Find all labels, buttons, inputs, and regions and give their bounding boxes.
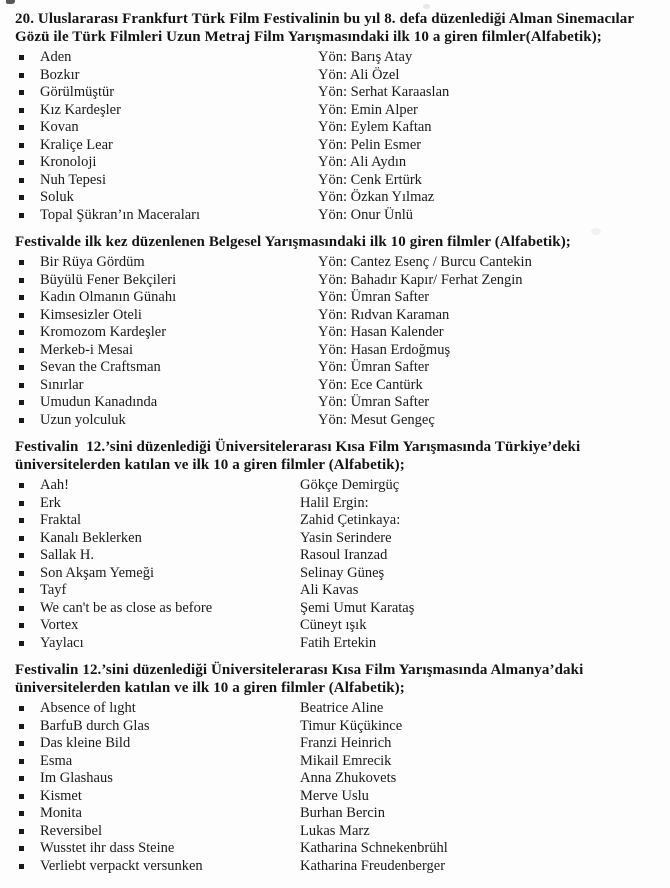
film-director: Yön: Serhat Karaaslan [318,84,450,100]
film-entry [15,600,656,618]
square-bullet-icon [19,108,24,113]
square-bullet-icon [19,195,24,200]
square-bullet-icon [19,536,24,541]
square-bullet-icon [19,313,24,318]
film-director: Merve Uslu [300,787,369,804]
film-entry [15,823,656,841]
film-entry [15,753,656,771]
document-body [15,10,656,875]
film-entry [15,324,656,342]
section-heading: 20. Uluslararası Frankfurt Türk Film Festivalinin bu yıl 8. defa düzenlediği Alman Sinemacılar Gözü ile Türk Filmleri Uzun Metraj Film Yarışmasındaki ilk 10 a giren filmler(Alfabetik); [15,11,638,45]
square-bullet-icon [19,143,24,148]
film-director: Yön: Ali Özel [318,66,400,83]
film-title: Sınırlar [40,376,84,393]
film-director: Yön: Ali Aydın [318,154,407,170]
film-director: Katharina Schnekenbrühl [300,840,448,856]
square-bullet-icon [19,178,24,183]
film-title: Das kleine Bild [40,735,131,751]
film-director: Mikail Emrecik [300,752,392,769]
film-title: Sallak H. [40,547,94,563]
film-list [15,49,656,224]
film-director: Yön: Hasan Kalender [318,324,444,340]
film-entry [15,272,656,290]
square-bullet-icon [19,518,24,523]
film-title: Kronoloji [40,154,97,170]
film-director: Lukas Marz [300,822,370,839]
film-title: Kız Kardeşler [40,101,121,118]
film-entry [15,172,656,190]
square-bullet-icon [19,160,24,165]
film-entry [15,102,656,120]
film-title: Sevan the Craftsman [40,359,161,375]
square-bullet-icon [19,295,24,300]
film-director: Cüneyt ışık [300,617,367,633]
film-section [15,10,656,224]
square-bullet-icon [19,641,24,646]
square-bullet-icon [19,606,24,611]
film-director: Rasoul Iranzad [300,547,388,563]
film-entry [15,207,656,225]
film-director: Yön: Mesut Gengeç [318,411,435,428]
square-bullet-icon [19,759,24,764]
film-director: Yön: Onur Ünlü [318,206,414,223]
film-title: Monita [40,805,82,821]
film-title: Esma [40,752,73,769]
film-title: Verliebt verpackt versunken [40,857,203,874]
square-bullet-icon [19,90,24,95]
film-entry [15,547,656,565]
film-director: Yön: Hasan Erdoğmuş [318,341,451,358]
film-entry [15,49,656,67]
film-director: Yön: Pelin Esmer [318,136,422,153]
square-bullet-icon [19,400,24,405]
film-list [15,477,656,652]
section-heading: Festivalde ilk kez düzenlenen Belgesel Yarışmasındaki ilk 10 giren filmler (Alfabetik); [15,234,571,250]
square-bullet-icon [19,383,24,388]
film-title: Merkeb-i Mesai [40,341,134,358]
square-bullet-icon [19,571,24,576]
section-heading: Festivalin 12.’sini düzenlediği Üniversitelerarası Kısa Film Yarışmasında Almanya’daki üniversitelerden katılan ve ilk 10 a giren filmler (Alfabetik); [15,662,588,696]
film-director: Yön: Rıdvan Karaman [318,306,450,323]
film-director: Yön: Emin Alper [318,101,418,118]
film-director: Yön: Cantez Esenç / Burcu Cantekin [318,254,532,270]
film-title: Soluk [40,189,74,205]
film-director: Yön: Özkan Yılmaz [318,189,435,205]
film-entry [15,412,656,430]
film-title: Aah! [40,477,69,493]
film-title: Topal Şükran’ın Maceraları [40,206,201,223]
film-section [15,438,656,652]
square-bullet-icon [19,278,24,283]
film-title: Yaylacı [40,634,84,651]
film-list [15,254,656,429]
film-director: Yön: Bahadır Kapır/ Ferhat Zengin [318,271,523,288]
film-entry [15,307,656,325]
film-director: Yön: Eylem Kaftan [318,119,432,135]
film-director: Ali Kavas [300,582,359,598]
film-director: Yön: Ece Cantürk [318,376,423,393]
film-entry [15,700,656,718]
scan-artifact-icon [6,0,15,4]
film-title: We can't be as close as before [40,599,213,616]
film-title: Nuh Tepesi [40,171,106,188]
square-bullet-icon [19,811,24,816]
film-title: Kismet [40,787,82,804]
film-director: Timur Küçükince [300,717,403,734]
section-heading: Festivalin 12.’sini düzenlediği Üniversitelerarası Kısa Film Yarışmasında Türkiye’deki üniversitelerden katılan ve ilk 10 a giren filmler (Alfabetik); [15,439,585,473]
film-director: Burhan Bercin [300,805,385,821]
film-director: Yön: Barış Atay [318,49,413,65]
film-director: Yön: Ümran Safter [318,359,430,375]
square-bullet-icon [19,483,24,488]
film-director: Yön: Cenk Ertürk [318,171,422,188]
film-director: Fatih Ertekin [300,634,377,651]
film-director: Franzi Heinrich [300,735,392,751]
film-entry [15,477,656,495]
film-entry [15,770,656,788]
film-section [15,661,656,875]
film-title: Vortex [40,617,79,633]
film-title: Reversibel [40,822,103,839]
film-entry [15,840,656,858]
film-entry [15,84,656,102]
film-director: Katharina Freudenberger [300,857,446,874]
film-director: Yasin Serindere [300,529,392,546]
square-bullet-icon [19,864,24,869]
square-bullet-icon [19,741,24,746]
square-bullet-icon [19,73,24,78]
square-bullet-icon [19,501,24,506]
film-title: Kromozom Kardeşler [40,324,167,340]
film-entry [15,289,656,307]
film-director: Gökçe Demirgüç [300,477,400,493]
film-director: Şemi Umut Karataş [300,599,415,616]
square-bullet-icon [19,55,24,60]
square-bullet-icon [19,846,24,851]
film-title: Umudun Kanadında [40,394,158,410]
film-entry [15,377,656,395]
film-entry [15,154,656,172]
square-bullet-icon [19,588,24,593]
film-list [15,700,656,875]
film-entry [15,137,656,155]
film-entry [15,512,656,530]
film-entry [15,582,656,600]
film-title: Bir Rüya Gördüm [40,254,145,270]
film-director: Selinay Güneş [300,564,385,581]
film-title: Son Akşam Yemeği [40,564,155,581]
film-title: Im Glashaus [40,770,113,786]
film-entry [15,394,656,412]
film-title: Wusstet ihr dass Steine [40,840,175,856]
film-title: Absence of lıght [40,700,136,716]
film-title: Kanalı Beklerken [40,529,142,546]
film-title: Aden [40,49,72,65]
film-title: Kadın Olmanın Günahı [40,289,177,305]
film-entry [15,635,656,653]
film-director: Halil Ergin: [300,494,369,511]
square-bullet-icon [19,724,24,729]
scan-artifact-icon [423,4,430,9]
square-bullet-icon [19,553,24,558]
film-entry [15,718,656,736]
square-bullet-icon [19,418,24,423]
film-entry [15,805,656,823]
film-title: BarfuB durch Glas [40,717,150,734]
film-entry [15,119,656,137]
film-title: Fraktal [40,512,82,528]
square-bullet-icon [19,348,24,353]
film-entry [15,189,656,207]
film-title: Kraliçe Lear [40,136,113,153]
film-entry [15,67,656,85]
film-entry [15,530,656,548]
film-section [15,233,656,429]
film-title: Büyülü Fener Bekçileri [40,271,177,288]
film-director: Anna Zhukovets [300,770,397,786]
film-title: Tayf [40,582,67,598]
film-director: Zahid Çetinkaya: [300,512,401,528]
square-bullet-icon [19,365,24,370]
film-title: Görülmüştür [40,84,115,100]
film-entry [15,617,656,635]
film-entry [15,788,656,806]
square-bullet-icon [19,829,24,834]
square-bullet-icon [19,260,24,265]
film-entry [15,735,656,753]
film-title: Kovan [40,119,79,135]
film-entry [15,495,656,513]
square-bullet-icon [19,706,24,711]
film-title: Bozkır [40,66,80,83]
film-director: Beatrice Aline [300,700,384,716]
square-bullet-icon [19,623,24,628]
film-title: Uzun yolculuk [40,411,126,428]
film-director: Yön: Ümran Safter [318,289,430,305]
film-entry [15,359,656,377]
film-entry [15,342,656,360]
film-entry [15,858,656,876]
square-bullet-icon [19,213,24,218]
square-bullet-icon [19,794,24,799]
film-entry [15,254,656,272]
square-bullet-icon [19,125,24,130]
film-title: Kimsesizler Oteli [40,306,142,323]
film-director: Yön: Ümran Safter [318,394,430,410]
square-bullet-icon [19,330,24,335]
film-entry [15,565,656,583]
film-title: Erk [40,494,61,511]
square-bullet-icon [19,776,24,781]
